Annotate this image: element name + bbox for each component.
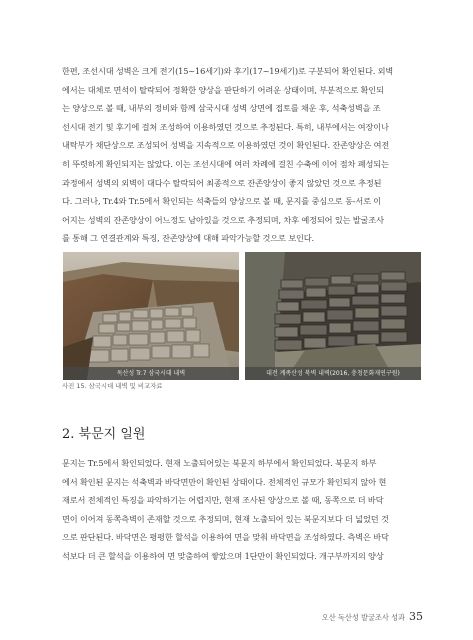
text-line: 를 통해 그 연결관계와 특징, 잔존양상에 대해 파악가능할 것으로 보인다. — [62, 233, 314, 244]
body-paragraph-1 — [62, 62, 422, 248]
page-footer — [303, 610, 423, 623]
text-line: 에서는 대체로 면석이 탈락되어 정확한 양상을 판단하기 어려운 상태이며, 부분적으로 확인되 — [62, 84, 384, 95]
text-line: 석보다 더 큰 할석을 이용하여 면 맞춤하여 쌓았으며 1단만이 확인되었다. 개구부까지의 양상 — [62, 550, 384, 561]
text-line: 재로서 전체적인 특징을 파악하기는 어렵지만, 현재 조사된 양상으로 볼 때, 동쪽으로 더 바닥 — [62, 495, 384, 506]
photo-caption-bar: 대전 계족산성 북벽 내벽(2016, 충청문화재연구원) — [245, 367, 421, 380]
text-line: 문지는 Tr.5에서 확인되었다. 현재 노출되어있는 북문지 하부에서 확인되었다. 북문지 하부 — [62, 458, 377, 468]
text-line: 과정에서 성벽의 외벽이 대다수 탈락되어 최종적으로 잔존양상이 좋지 않았던 것으로 추정된 — [62, 177, 382, 188]
photo-dokssanseong-inner-wall — [63, 252, 239, 380]
text-line: 선시대 전기 및 후기에 걸쳐 조성하여 이용하였던 것으로 추정된다. 특히, 내부에서는 여장이나 — [62, 121, 389, 132]
body-paragraph-2 — [62, 454, 422, 566]
text-line: 면이 이어져 동쪽측벽이 존재할 것으로 추정되며, 현재 노출되어 있는 북문지보다 더 넓었던 것 — [62, 513, 389, 524]
stone-wall-photo-image — [245, 252, 421, 380]
text-line: 다. 그러나, Tr.4와 Tr.5에서 확인되는 석축들의 양상으로 볼 때, 문지를 중심으로 동-서로 이 — [62, 196, 382, 207]
text-line: 어지는 성벽의 잔존양상이 어느정도 남아있을 것으로 추정되며, 차후 예정되어 있는 발굴조사 — [62, 214, 384, 225]
photo-gyejoksanseong-north-wall — [245, 252, 421, 380]
text-line: 내탁부가 채단상으로 조성되어 성벽을 지속적으로 이용하였던 것이 확인된다. 잔존양상은 여전 — [62, 140, 390, 151]
text-line: 한편, 조선시대 성벽은 크게 전기(15~16세기)와 후기(17~19세기)로 구분되어 확인된다. 외벽 — [62, 66, 394, 76]
text-line: 에서 확인된 문지는 석축벽과 바닥면만이 확인된 상태이다. 전체적인 규모가 확인되지 않아 현 — [62, 476, 387, 487]
text-line: 으로 판단된다. 바닥면은 평평한 할석을 이용하여 면을 맞춰 바닥면을 조성하였다. 측벽은 바닥 — [62, 532, 389, 543]
excavation-photo-image — [63, 252, 239, 380]
figure-caption: 사진 15. 삼국시대 내벽 및 비교자료 — [62, 382, 163, 390]
page-number: 35 — [409, 610, 423, 623]
text-line: 히 뚜렷하게 확인되지는 않았다. 이는 조선시대에 여러 차례에 걸친 수축에 이어 점차 폐성되는 — [62, 158, 389, 169]
text-line: 는 양상으로 볼 때, 내부의 정비와 함께 삼국시대 성벽 상면에 접토를 채운 후, 석축성벽을 조 — [62, 103, 381, 114]
photo-caption-bar: 독산성 Tr.7 삼국시대 내벽 — [63, 367, 239, 380]
footer-title: 오산 독산성 발굴조사 성과 — [321, 613, 405, 622]
section-heading: 2. 북문지 일원 — [62, 427, 146, 442]
